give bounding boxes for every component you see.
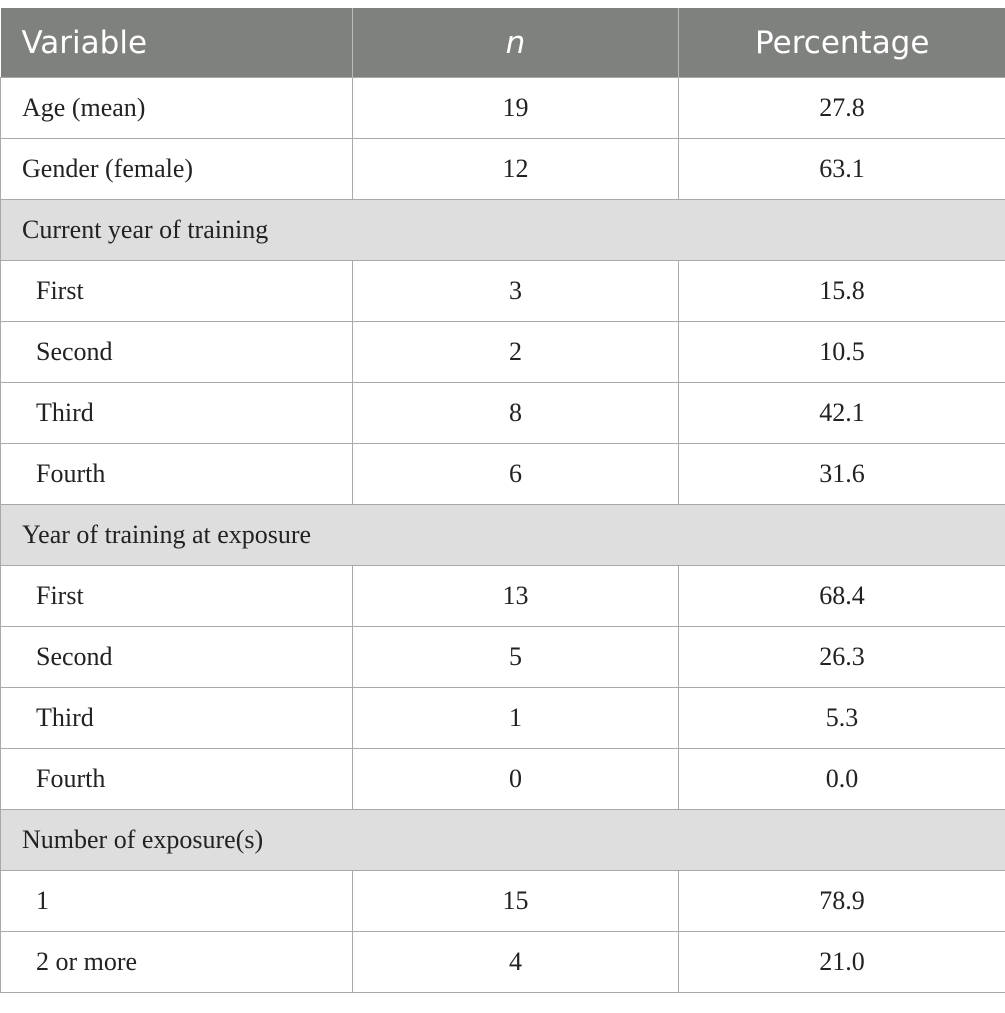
row-label: Age (mean) (1, 78, 353, 139)
row-n: 3 (353, 261, 679, 322)
table-row (1, 932, 1005, 993)
row-percentage: 10.5 (679, 322, 1005, 383)
row-label: Third (1, 383, 353, 444)
header-variable: Variable (1, 8, 353, 78)
row-label: 2 or more (1, 932, 353, 993)
row-n: 5 (353, 627, 679, 688)
section-title: Year of training at exposure (1, 505, 1005, 566)
row-label: Third (1, 688, 353, 749)
row-percentage: 42.1 (679, 383, 1005, 444)
table-row (1, 871, 1005, 932)
row-percentage: 15.8 (679, 261, 1005, 322)
demographics-table (0, 8, 1005, 993)
table-row (1, 688, 1005, 749)
row-n: 19 (353, 78, 679, 139)
row-label: Gender (female) (1, 139, 353, 200)
row-percentage: 78.9 (679, 871, 1005, 932)
section-row (1, 810, 1005, 871)
row-label: Fourth (1, 749, 353, 810)
table-row (1, 444, 1005, 505)
table-header (1, 8, 1005, 78)
row-percentage: 26.3 (679, 627, 1005, 688)
row-percentage: 21.0 (679, 932, 1005, 993)
section-title: Current year of training (1, 200, 1005, 261)
row-percentage: 5.3 (679, 688, 1005, 749)
row-label: First (1, 566, 353, 627)
table-row (1, 383, 1005, 444)
row-percentage: 68.4 (679, 566, 1005, 627)
row-n: 0 (353, 749, 679, 810)
table-row (1, 261, 1005, 322)
section-title: Number of exposure(s) (1, 810, 1005, 871)
row-n: 4 (353, 932, 679, 993)
row-n: 8 (353, 383, 679, 444)
header-row (1, 8, 1005, 78)
table-body (1, 78, 1005, 993)
row-n: 6 (353, 444, 679, 505)
header-percentage: Percentage (679, 8, 1005, 78)
row-percentage: 63.1 (679, 139, 1005, 200)
table-row (1, 566, 1005, 627)
row-label: Fourth (1, 444, 353, 505)
row-n: 15 (353, 871, 679, 932)
row-n: 13 (353, 566, 679, 627)
row-label: Second (1, 627, 353, 688)
row-n: 2 (353, 322, 679, 383)
row-percentage: 0.0 (679, 749, 1005, 810)
section-row (1, 505, 1005, 566)
row-label: Second (1, 322, 353, 383)
row-percentage: 31.6 (679, 444, 1005, 505)
table-row (1, 78, 1005, 139)
table-row (1, 627, 1005, 688)
table-row (1, 139, 1005, 200)
table-row (1, 749, 1005, 810)
row-label: 1 (1, 871, 353, 932)
table-row (1, 322, 1005, 383)
section-row (1, 200, 1005, 261)
row-n: 1 (353, 688, 679, 749)
row-percentage: 27.8 (679, 78, 1005, 139)
header-n: n (353, 8, 679, 78)
row-label: First (1, 261, 353, 322)
row-n: 12 (353, 139, 679, 200)
